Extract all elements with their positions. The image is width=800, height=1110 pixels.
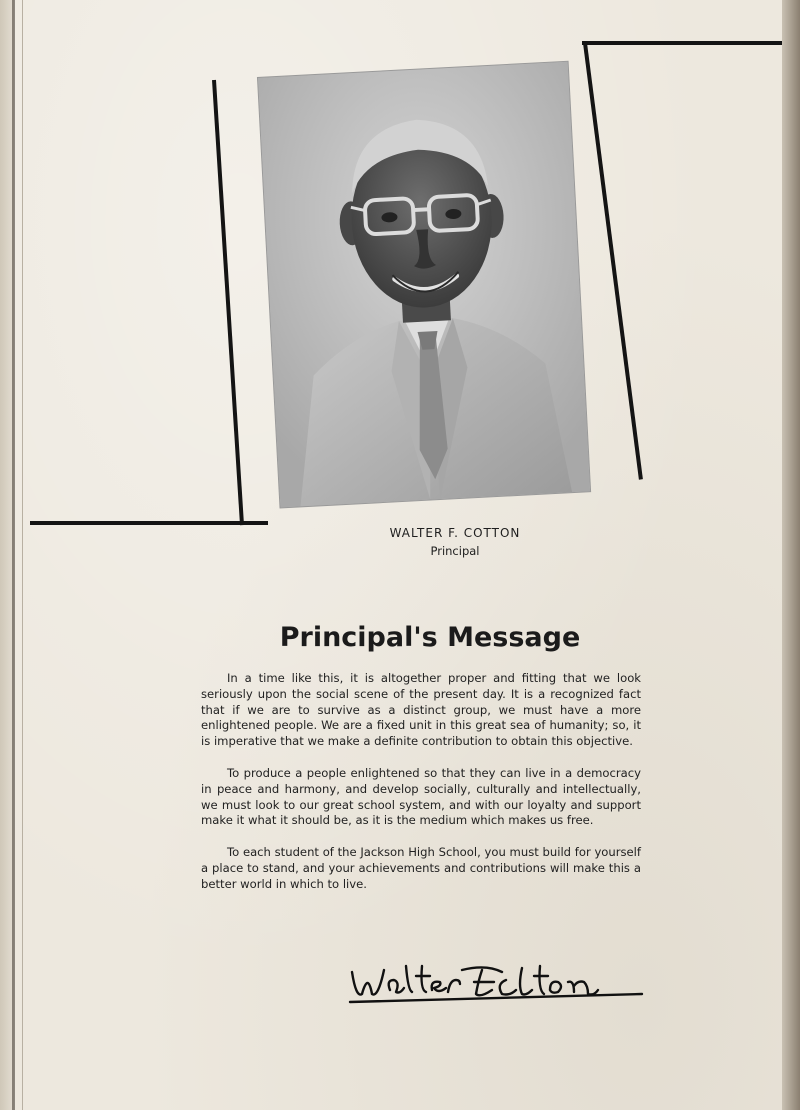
message-paragraph-3: To each student of the Jackson High School, you must build for yourself a place to stand, and your achievements and contributions will make this a better world in which to live. [201, 845, 641, 891]
principal-portrait-photo [258, 62, 590, 508]
message-heading: Principal's Message [279, 622, 581, 653]
message-paragraph-1: In a time like this, it is altogether proper and fitting that we look seriously upon the social scene of the present day. It is a recognized fact that if we are to survive as a distinct group, we must have a more enlightened people. We are a fixed unit in this great sea of humanity; so, it is imperative that we make a definite contribution to obtain this objective. [201, 671, 641, 749]
right-frame-vertical-bar [583, 43, 643, 480]
right-frame-horizontal-bar [582, 41, 782, 45]
portrait-caption-name: WALTER F. COTTON [389, 526, 521, 540]
portrait-caption-title: Principal [430, 544, 480, 558]
gutter-line-inner [22, 0, 23, 1110]
handwritten-signature [346, 950, 646, 1010]
message-paragraph-2: To produce a people enlightened so that they can live in a democracy in peace and harmony, and develop socially, culturally and intellectually, we must look to our great school system, and with our loyalty and support make it what it should be, as it is the medium which makes us free. [201, 765, 641, 828]
next-page-edge [782, 0, 800, 1110]
gutter-line [12, 0, 15, 1110]
left-frame-vertical-bar [212, 80, 244, 525]
message-body [201, 671, 641, 909]
portrait-illustration [258, 62, 590, 508]
left-frame-horizontal-bar [30, 521, 268, 525]
